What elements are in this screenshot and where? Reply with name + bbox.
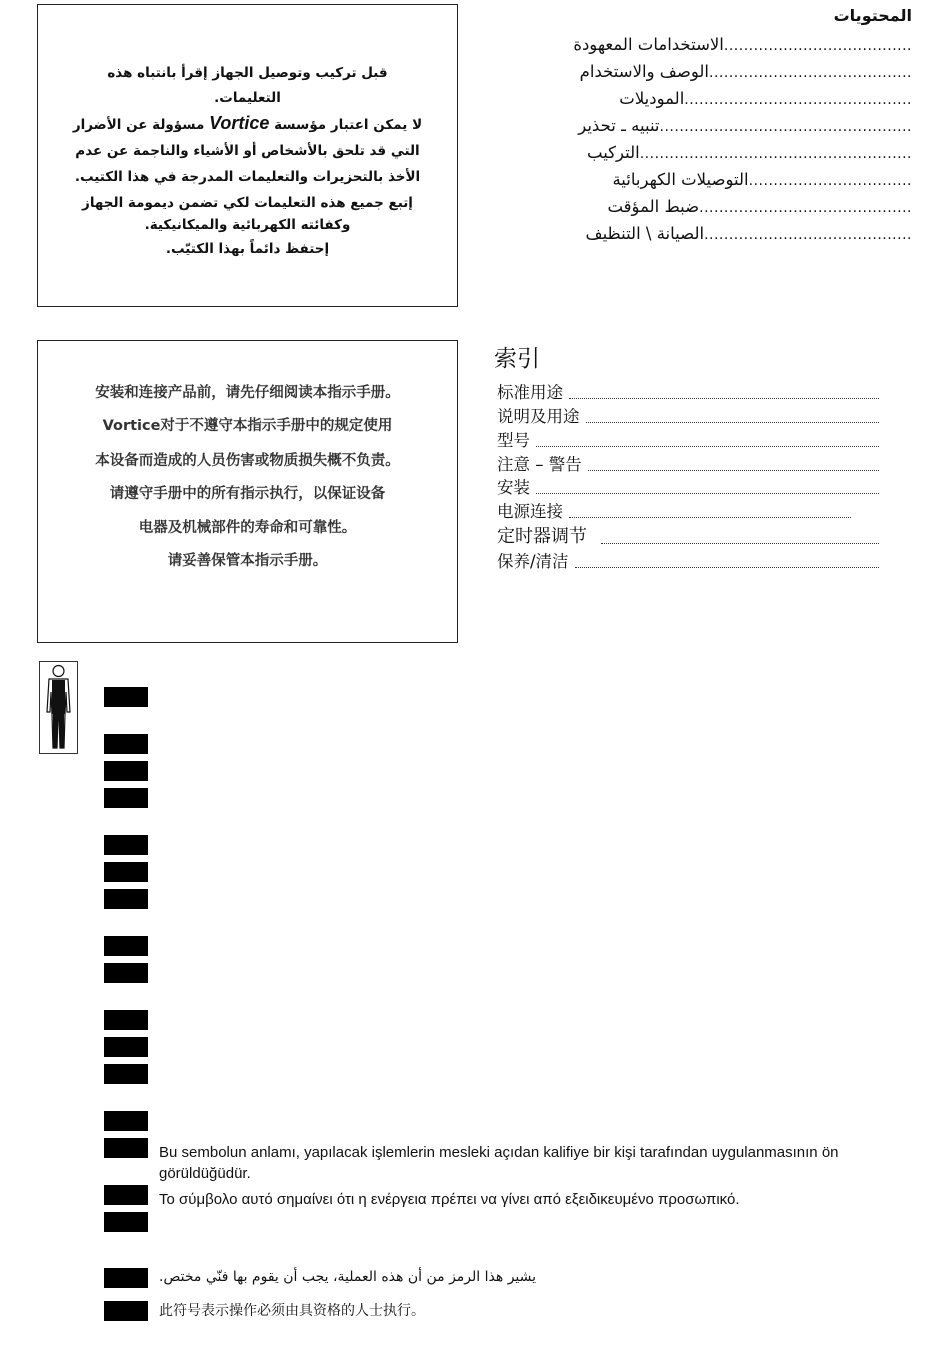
language-bar [104,963,148,983]
chinese-toc-label: 定时器调节 [497,526,587,547]
arabic-toc-label: تنبيه ـ تحذير [578,116,660,135]
language-bar [104,835,148,855]
chinese-toc-item[interactable] [497,427,879,451]
toc-leader-dots: ....................................................... [639,146,912,162]
arabic-toc-title: المحتويات [833,6,912,25]
arabic-toc-label: التركيب [587,143,640,162]
language-bar [104,788,148,808]
language-bar [104,936,148,956]
arabic-toc-label: الوصف والاستخدام [579,62,710,81]
arabic-toc-item[interactable] [587,138,912,162]
arabic-warning-box [37,4,458,307]
chinese-toc-label: 电源连接 [497,502,563,521]
chinese-notice-line: Vortice对于不遵守本指示手册中的规定使用 [102,418,393,434]
arabic-toc-item[interactable] [607,192,912,216]
chinese-notice-line: 安装和连接产品前，请先仔细阅读本指示手册。 [95,385,400,401]
arabic-notice-line: وكفائته الكهربائية والميكانيكية. [144,217,351,233]
turkish-note: Bu sembolun anlamı, yapılacak işlemlerin mesleki açıdan kalifiye bir kişi tarafından uygulanmasının ön görüldüğüdür. [159,1144,839,1182]
toc-leader-dots: .......................................... [704,227,912,243]
chinese-toc-item[interactable] [497,474,879,498]
language-bar [104,1064,148,1084]
toc-leader-dots [588,470,879,471]
arabic-toc-item[interactable] [578,111,912,135]
chinese-notice-line: 请遵守手册中的所有指示执行，以保证设备 [109,486,386,502]
language-bar [104,1138,148,1158]
arabic-note: يشير هذا الرمز من أن هذه العملية، يجب أن يقوم بها فنّي مختص. [159,1269,537,1285]
toc-leader-dots [536,493,879,494]
arabic-toc-label: الموديلات [619,89,685,108]
chinese-toc-label: 保养/清洁 [497,552,569,571]
arabic-toc-item[interactable] [619,84,912,108]
chinese-toc-item[interactable] [497,498,851,522]
arabic-notice-line: الأخذ بالتحزيرات والتعليمات المدرجة في هذا الكتيب. [74,169,421,185]
arabic-notice-line: التعليمات. [214,90,281,106]
arabic-notice-brand-line [48,113,447,134]
toc-leader-dots [569,517,851,518]
toc-leader-dots [536,446,879,447]
arabic-notice-line: إتبع جميع هذه التعليمات لكي تضمن ديمومة الجهاز [82,195,413,211]
arabic-toc-label: الصيانة \ التنظيف [585,224,705,243]
chinese-toc-item[interactable] [497,522,879,548]
language-bar [104,687,148,707]
toc-leader-dots [569,398,879,399]
chinese-toc-item[interactable] [497,451,879,475]
arabic-toc-label: ضبط المؤقت [607,197,700,216]
chinese-toc-item[interactable] [497,403,879,427]
toc-leader-dots [601,543,879,544]
arabic-toc-label: التوصيلات الكهربائية [612,170,749,189]
chinese-toc-title: 索引 [494,346,540,372]
language-bar [104,889,148,909]
language-bar [104,1212,148,1232]
language-bar [104,761,148,781]
arabic-notice-line: مسؤولة عن الأضرار [72,117,205,133]
language-bar [104,862,148,882]
language-bar [104,734,148,754]
arabic-toc-item[interactable] [612,165,912,189]
language-bar [104,1010,148,1030]
chinese-toc-label: 型号 [497,431,530,450]
chinese-warning-box [37,340,458,643]
chinese-toc-item[interactable] [497,548,879,572]
toc-leader-dots: .............................................. [684,92,912,108]
chinese-note: 此符号表示操作必须由具资格的人士执行。 [159,1303,425,1319]
arabic-toc-label: الاستخدامات المعهودة [573,35,724,54]
toc-leader-dots: ................................................... [659,119,912,135]
toc-leader-dots: ......................................... [709,65,912,81]
chinese-notice-line: 本设备而造成的人员伤害或物质损失概不负责。 [95,453,400,469]
toc-leader-dots: ................................. [748,173,912,189]
chinese-toc-label: 安装 [497,478,530,497]
chinese-notice-line: 请妥善保管本指示手册。 [167,553,328,569]
language-bar [104,1301,148,1321]
arabic-notice-line: التي قد تلحق بالأشخاص أو الأشياء والناجمة عن عدم [75,143,420,159]
chinese-toc-label: 标准用途 [497,383,563,402]
greek-note: Το σύμβολο αυτό σημαίνει ότι η ενέργεια πρέπει να γίνει από εξειδικευμένο προσωπικό. [159,1191,740,1208]
chinese-toc-label: 说明及用途 [497,407,580,426]
technician-figure-icon [39,661,78,754]
chinese-toc-label: 注意 – 警告 [497,455,582,474]
brand-name: Vortice [209,113,270,133]
arabic-toc-item[interactable] [573,30,912,54]
toc-leader-dots: ...................................... [723,38,912,54]
chinese-toc-item[interactable] [497,379,879,403]
arabic-notice-line: قبل تركيب وتوصيل الجهاز إقرأ بانتباه هذه [107,65,388,81]
toc-leader-dots [586,422,880,423]
language-bar [104,1185,148,1205]
chinese-notice-line: 电器及机械部件的寿命和可靠性。 [138,520,357,536]
language-bar [104,1037,148,1057]
arabic-toc-item[interactable] [580,57,912,81]
toc-leader-dots [575,567,879,568]
language-bar [104,1111,148,1131]
toc-leader-dots: ........................................... [699,200,912,216]
language-bar [104,1268,148,1288]
arabic-notice-line: إحتفظ دائماً بهذا الكتيّب. [165,241,330,257]
arabic-notice-line: لا يمكن اعتبار مؤسسة [274,117,423,133]
arabic-toc-item[interactable] [586,219,913,243]
